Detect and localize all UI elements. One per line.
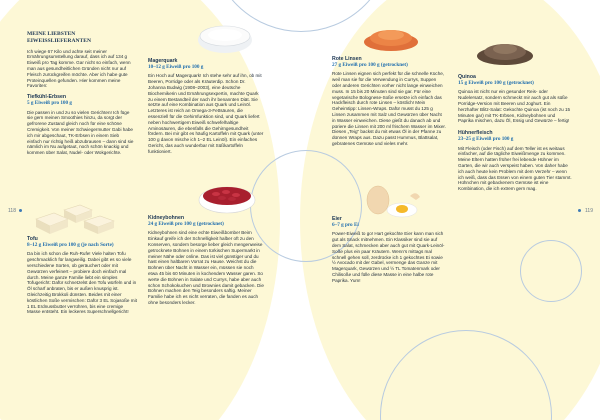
huehnerfleisch-amount: 23–25 g Eiweiß pro 100 g (458, 136, 514, 143)
eier-title: Eier (332, 216, 342, 222)
erbsen-amount: 5 g Eiweiß pro 100 g (27, 100, 73, 107)
magerquark-section (148, 58, 264, 158)
erbsen-text: Die passen in und zu so vielen Gerichten! Ich füge sie gern meinen Smoothies hinzu, da sorgt der gefrorene Zustand gleich noch für eine schöne Cremigkeit. Von meiner Schwiegermutter Gabi habe ich mir abgeschaut, TK-Erbsen in einem Sieb einfach nur richtig heiß abzubrausen – dann sind sie nämlich im Nu aufgetaut, noch schön knackig und kommen über Salat, Nudel- oder Wokgerichte. (27, 109, 134, 156)
huehnerfleisch-text: Mit Fleisch (oder Fisch) auf dem Teller ist es weitaus einfacher, auf die tägliche Eiweißmenge zu kommen. Meine Eltern hatten früher frei lebende Hühner im Garten, die wir auch verspeist haben. Von daher habe ich auch heute kein Problem mit dem Verzehr – wenn ich weiß, dass das Essen von einem guten Tier stammt. Hühnchen mit gebackenem Gemüse ist eine Kombination, die ich extrem gern mag. (458, 145, 572, 192)
magerquark-amount: 10–12 g Eiweiß pro 100 g (148, 64, 204, 70)
huehnerfleisch-title: Hühnerfleisch (458, 130, 493, 137)
linsen-amount: 27 g Eiweiß pro 100 g (getrocknet) (332, 62, 408, 68)
page-dot-right (578, 209, 581, 212)
page-dot-left (19, 209, 22, 212)
tofu-photo (28, 197, 128, 237)
quinoa-text: Quinoa ist nicht nur ein gesunder Reis- oder Nudelersatz, sondern schmeckt mir auch gut als süße Porridge-Version mit Beeren und Joghurt. Ein herzhafter Blitz-Salat: Gekochte Quinoa (ist noch zu 15 Minuten gar) mit TK-Erbsen, Kidneybohnen und Paprika mischen, dazu Öl, Essig und Gewürze – fertig! (458, 89, 571, 124)
page-number-right: 119 (585, 208, 593, 214)
tofu-text: Da bin ich schon die Ruh-Rufe! Viele halten Tofu geschmacklich für langweilig. Dabei gibt es so viele verschiedene Sorten, ob geräuchert oder mit Gewürzen verfeinert – probiere doch einfach mal durch. Meine ganze Familie liebt ein simples Tofugericht: Dafür schnetzelst den Tofu würfeln und in Öl scharf anbraten, bis er außen knusprig ist. Gleichzeitig Brokkoli dünsten. Beides mit einer köstlichen Soße vermischen: Dafür 3 EL Sojasoße mit 1 EL Erdnussbutter verrühren, bis eine cremige Masse entsteht. Ein leckeres Superschnellgericht! (27, 251, 137, 315)
linsen-title: Rote Linsen (332, 56, 362, 62)
page-number-left: 118 (8, 208, 16, 214)
linsen-text: Rote Linsen eignen sich perfekt für die schnelle Küche, weil man sie für die Verwendung in Currys, Suppen oder anderen Gerichten vorher nicht lange einweichen muss. In 15 bis 20 Minuten sind sie gar. Für eine vegetarische Bolognese-Soße ersetze ich einfach das Hackfleisch durch rote Linsen – köstlich! Mein Geheimtipp: Linsen-Wraps. Dafür musst du 125 g Linsen zusammen mit Salz und Gewürzen über Nacht in Wasser einweichen. Diese gießt du danach ab und püriere die Linsen mit 200 ml frischem Wasser im Mixer. Diesen „Teig“ backst du mit etwas Öl in der Pfanne zu dünnen Wraps aus. Dazu passt Hummus, Blattsalat, gebratenes Gemüse und vieles mehr. (332, 71, 446, 146)
quinoa-photo (470, 32, 540, 68)
quinoa-amount: 15 g Eiweiß pro 100 g (getrocknet) (458, 80, 534, 86)
linsen-section (332, 56, 446, 150)
eier-amount: 6–7 g pro Ei (332, 222, 359, 228)
decorative-arc-right (520, 240, 582, 302)
kidneybohnen-text: Kidneybohnen sind eine echte Eiweißbombe! Beim Einkauf greife ich der Schnelligkeit halber oft zu den Konserven, sondern besorge lieber gleich mengenweise getrocknete Bohnen in einem türkischen Supermarkt in meiner Nähe oder online. Das ist viel günstiger und du hast einen haltbaren Vorrat zu Hause. Weichst du die Bohnen über Nacht in Wasser ein, müssen sie noch etwa 45 bis 60 Minuten in kochendem Wasser garen. So werte die Bohnen in Salate und Currys, habe aber auch schon Schokokuchen und Brownies damit gebacken. Die Bohnen machen den Teig besonders saftig. Meiner Familie habe ich es nicht verraten, die fanden es auch ohne besonders lecker. (148, 230, 264, 305)
kidneybohnen-photo (192, 176, 262, 216)
kidneybohnen-section (148, 215, 264, 309)
tofu-amount: 8–12 g Eiweiß pro 100 g (je nach Sorte) (27, 242, 114, 248)
quinoa-title: Quinoa (458, 74, 476, 80)
eier-text: Power-Eiweiß to go! Hart gekochte Eier kann man sich gut als Snack mitnehmen. Ein Klassiker sind sie auf dem Salat, schmecken aber auch gut mit Quark-Leinöl-Soße plus ein paar Kräutern. Wenn’s mittags mal schnell gehen soll, zerdrücke ich 1 gekochtes Ei sowie ½ Avocado mit der Gabel, vermenge das Ganze mit Magerquark, Gewürzen und ½ TL Tomatenmark oder Chilisoße und fülle diese Masse in eine halbe rote Paprika. Yum! (332, 231, 445, 283)
tofu-title: Tofu (27, 236, 38, 242)
erbsen-title: Tiefkühl-Erbsen (27, 94, 67, 101)
kidneybohnen-title: Kidneybohnen (148, 215, 185, 221)
quinoa-section (458, 74, 572, 195)
intro-text: Ich wiege 67 Kilo und achte seit meiner Ernährungsumstellung darauf, dass ich auf 134 g Eiweiß pro Tag komme. Gar nicht so einfach, wenn man aus gesundheitlichen Gründen nicht nur auf Fleisch zurückgreifen möchte. Aber ich habe gute Proteinquellen gefunden. Hier kommen meine Favoriten: (27, 48, 131, 89)
section-heading: MEINE LIEBSTEN EIWEISSLIEFERANTEN (27, 31, 92, 44)
kidneybohnen-amount: 24 g Eiweiß pro 100 g (getrocknet) (148, 221, 224, 227)
linsen-photo (356, 14, 426, 54)
magerquark-photo (190, 18, 260, 58)
magerquark-text: Ein Hoch auf Magerquark! Ich stehe sehr auf ihn, ob mit Beeren, Porridge oder als Kräuterdip. Schon Dr. Johanna Budwig (1908–2003), eine deutsche Biochemikerin und Ernährungsexpertin, machte Quark zu einem Bestandteil der nach ihr benannten Diät. Sie setzte auf eine Kombination aus Quark und Leinöl. Letzteres ist reich an Omega-3-Fettsäuren, die essenziell für die Gehirnfunktion sind, und Quark liefert neben hochwertigem Eiweiß schwefelhaltige Aminosäuren, die ebenfalls die Gehirngesundheit fördern. Bei mir gibt es häufig Kartoffeln mit Quark (unter 100 g davon mische ich 1–2 EL Leinöl). Ein einfaches Gericht, das auch wunderbar mit Süßkartoffeln funktioniert. (148, 73, 264, 154)
eier-photo (356, 180, 426, 220)
column-1 (27, 31, 135, 159)
eier-section (332, 216, 446, 287)
tofu-section (27, 236, 137, 318)
magerquark-title: Magerquark (148, 58, 178, 64)
